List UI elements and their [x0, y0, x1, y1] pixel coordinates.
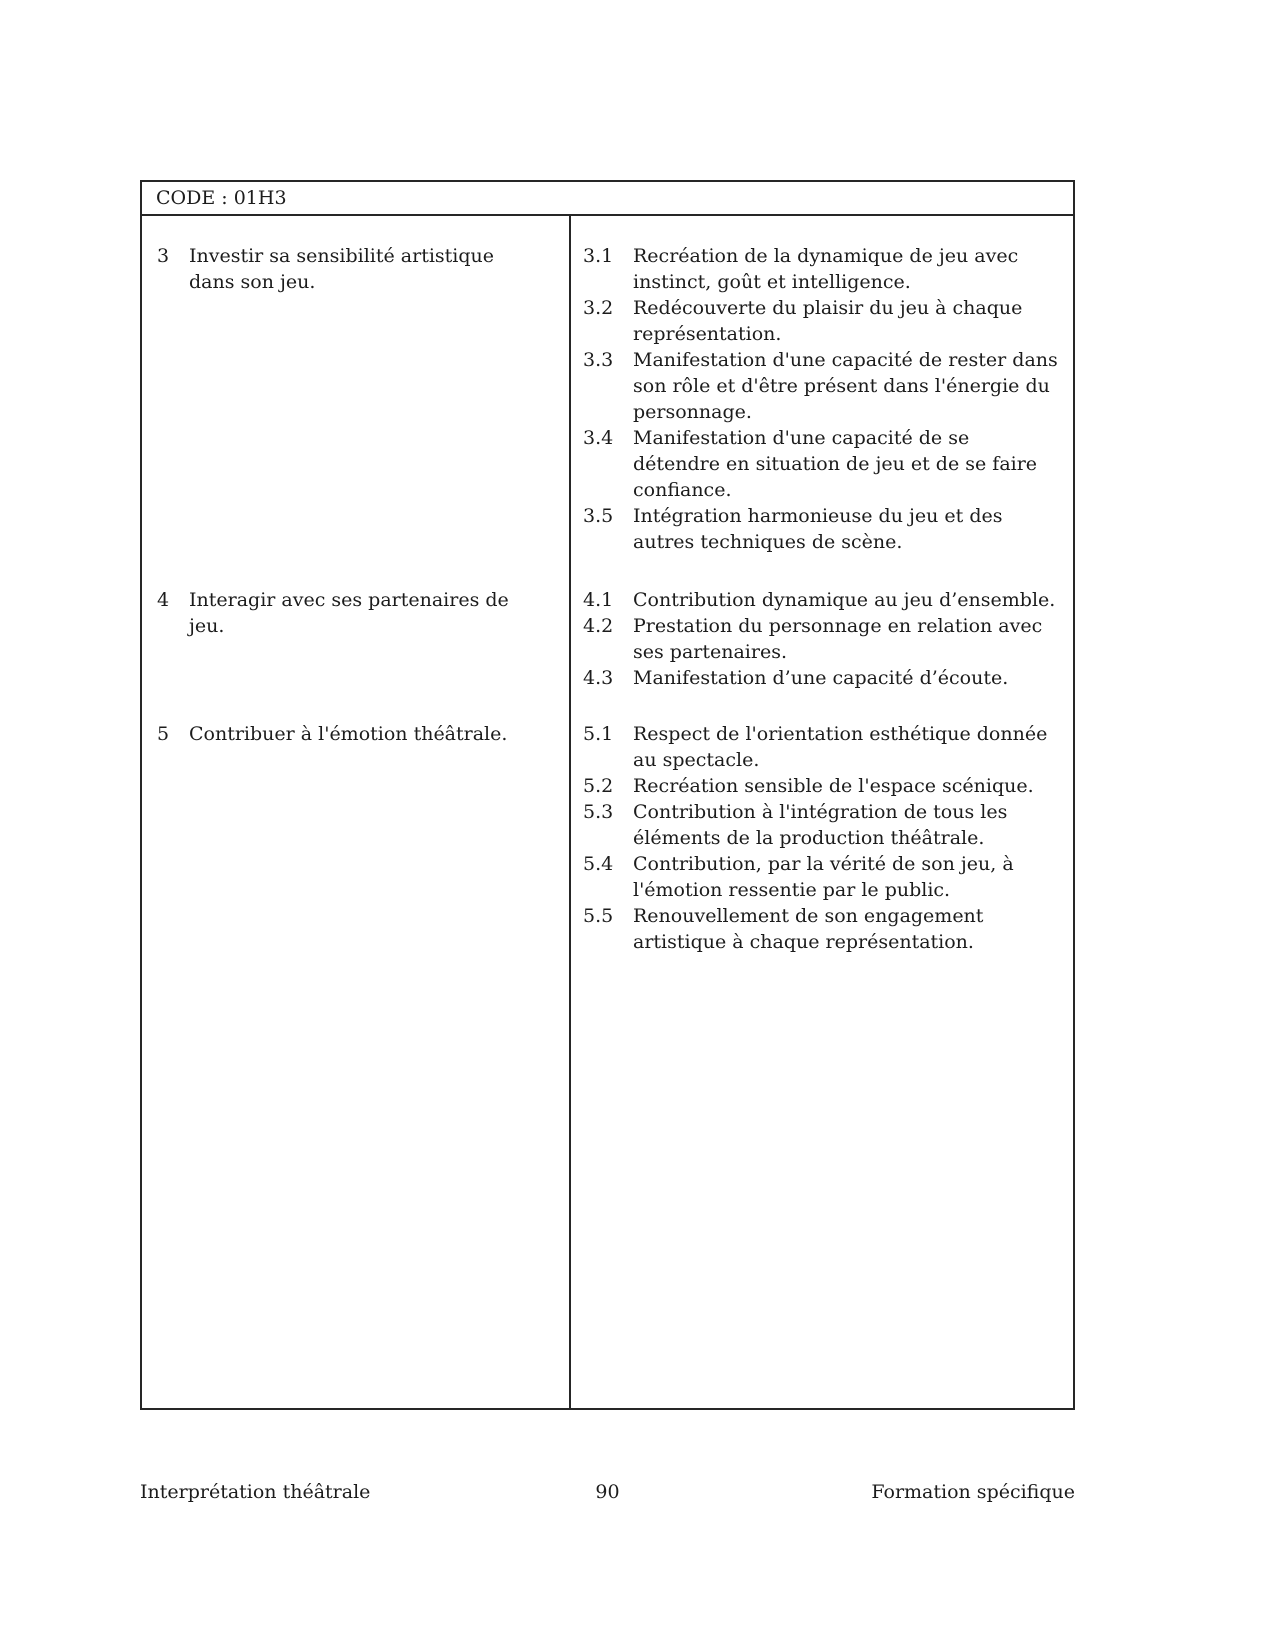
competency-row: [142, 721, 1073, 955]
competency-text: Interagir avec ses partenaires de jeu.: [189, 589, 509, 637]
criterion-text: Manifestation d'une capacité de se détendre en situation de jeu et de se faire confiance.: [633, 427, 1038, 501]
footer-section-title: Formation spécifique: [871, 1481, 1076, 1503]
criteria-cell: [569, 587, 1073, 691]
criterion-number: 5.1: [583, 723, 614, 745]
competency-cell: [142, 587, 569, 639]
criterion-number: 4.2: [583, 615, 614, 637]
criterion-text: Recréation sensible de l'espace scénique.: [633, 775, 1034, 797]
criterion-number: 3.1: [583, 245, 614, 267]
footer-page-number: 90: [595, 1481, 620, 1503]
competency-text: Contribuer à l'émotion théâtrale.: [189, 723, 508, 745]
competency-number: 3: [157, 245, 170, 267]
footer-document-title: Interprétation théâtrale: [140, 1481, 371, 1503]
criterion-text: Respect de l'orientation esthétique donnée au spectacle.: [633, 723, 1048, 771]
criterion-item: [583, 665, 1058, 691]
criterion-text: Intégration harmonieuse du jeu et des autres techniques de scène.: [633, 505, 1003, 553]
competency-number: 5: [157, 723, 170, 745]
criterion-number: 3.3: [583, 349, 614, 371]
table-body: [142, 216, 1073, 1408]
criterion-item: [583, 587, 1058, 613]
code-label: CODE : 01H3: [156, 187, 287, 209]
criteria-cell: [569, 721, 1073, 955]
column-divider: [569, 216, 571, 1408]
criterion-text: Prestation du personnage en relation avec ses partenaires.: [633, 615, 1043, 663]
criterion-text: Contribution dynamique au jeu d’ensemble.: [633, 589, 1056, 611]
criterion-item: [583, 773, 1058, 799]
criterion-item: [583, 613, 1058, 665]
criterion-text: Contribution, par la vérité de son jeu, à l'émotion ressentie par le public.: [633, 853, 1014, 901]
criteria-cell: [569, 243, 1073, 555]
criterion-number: 5.2: [583, 775, 614, 797]
criterion-text: Contribution à l'intégration de tous les éléments de la production théâtrale.: [633, 801, 1008, 849]
competency-row: [142, 243, 1073, 555]
code-header: [142, 182, 1073, 216]
criterion-item: [583, 503, 1058, 555]
page-footer: [140, 1479, 1075, 1505]
competency-number: 4: [157, 589, 170, 611]
criterion-item: [583, 347, 1058, 425]
criterion-item: [583, 851, 1058, 903]
criterion-item: [583, 425, 1058, 503]
criterion-number: 4.1: [583, 589, 614, 611]
criterion-number: 3.4: [583, 427, 614, 449]
criterion-number: 5.3: [583, 801, 614, 823]
criterion-text: Recréation de la dynamique de jeu avec instinct, goût et intelligence.: [633, 245, 1019, 293]
criterion-number: 5.5: [583, 905, 614, 927]
criterion-text: Manifestation d'une capacité de rester dans son rôle et d'être présent dans l'énergie du personnage.: [633, 349, 1058, 423]
criterion-number: 3.5: [583, 505, 614, 527]
competency-row: [142, 587, 1073, 691]
criterion-number: 5.4: [583, 853, 614, 875]
criterion-text: Redécouverte du plaisir du jeu à chaque représentation.: [633, 297, 1023, 345]
criterion-number: 3.2: [583, 297, 614, 319]
criterion-item: [583, 799, 1058, 851]
criterion-item: [583, 721, 1058, 773]
competency-cell: [142, 243, 569, 295]
criterion-item: [583, 903, 1058, 955]
criterion-text: Renouvellement de son engagement artistique à chaque représentation.: [633, 905, 984, 953]
competency-text: Investir sa sensibilité artistique dans son jeu.: [189, 245, 495, 293]
criterion-text: Manifestation d’une capacité d’écoute.: [633, 667, 1009, 689]
competency-cell: [142, 721, 569, 747]
criterion-number: 4.3: [583, 667, 614, 689]
criterion-item: [583, 295, 1058, 347]
competency-table: [140, 180, 1075, 1410]
criterion-item: [583, 243, 1058, 295]
